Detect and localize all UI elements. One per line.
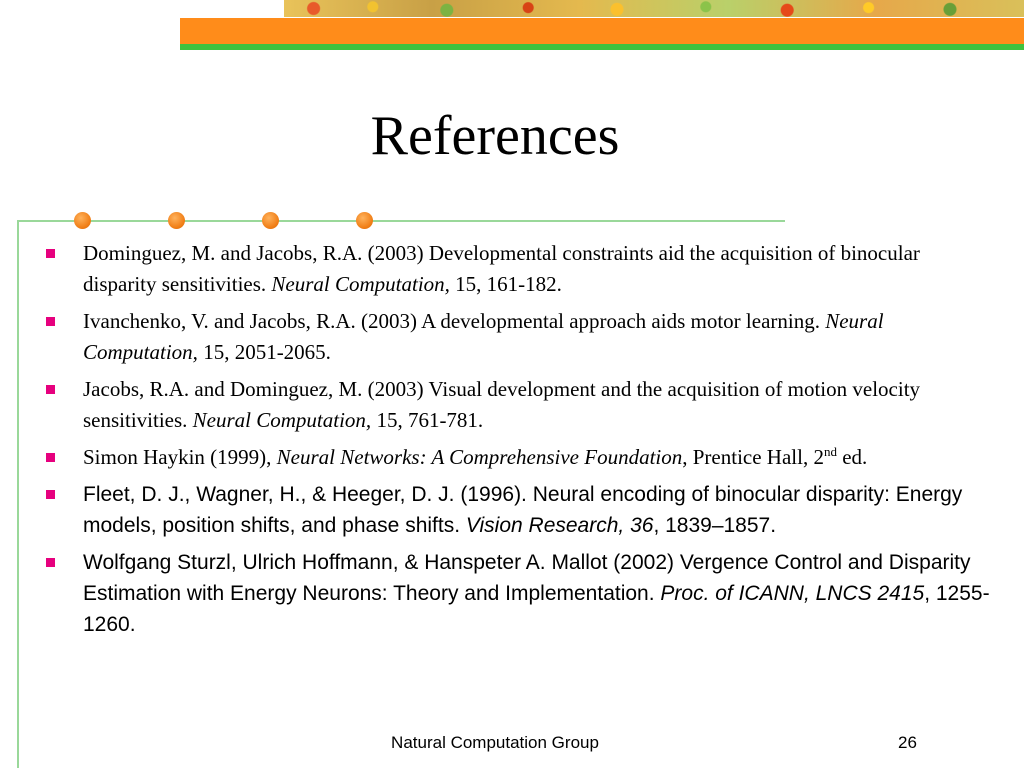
orange-dot-icon: [356, 212, 373, 229]
journal-name: Neural Computation,: [271, 272, 450, 296]
reference-item: [44, 374, 994, 436]
orange-banner-bar: [180, 18, 1024, 44]
reference-text: Simon Haykin (1999),: [83, 445, 277, 469]
floral-banner-image: [284, 0, 1024, 17]
square-bullet-icon: [46, 249, 55, 258]
square-bullet-icon: [46, 317, 55, 326]
reference-item: [44, 547, 994, 640]
reference-text: Fleet, D. J., Wagner, H., & Heeger, D. J. (1996). Neural encoding of binocular disparity: Energy models, position shifts, and phase shifts.: [83, 483, 963, 537]
reference-details: , Prentice Hall, 2: [682, 445, 824, 469]
square-bullet-icon: [46, 490, 55, 499]
reference-item: [44, 479, 994, 541]
reference-details: 15, 161-182.: [449, 272, 562, 296]
reference-text: Dominguez, M. and Jacobs, R.A. (2003) Developmental constraints aid the acquisition of binocular disparity sensitivities.: [83, 241, 920, 296]
footer-text: Natural Computation Group: [391, 733, 599, 752]
square-bullet-icon: [46, 385, 55, 394]
reference-item: [44, 238, 994, 300]
orange-dot-icon: [168, 212, 185, 229]
journal-name: Neural Computation,: [192, 408, 372, 432]
reference-details: , 1839–1857.: [653, 514, 777, 537]
reference-item: [44, 442, 994, 473]
left-green-rule: [17, 220, 19, 768]
journal-name: Neural Computation,: [83, 309, 884, 364]
green-banner-stripe: [180, 44, 1024, 50]
reference-edition: ed.: [836, 445, 868, 469]
orange-dot-icon: [74, 212, 91, 229]
journal-name: Vision Research, 36: [465, 514, 654, 537]
square-bullet-icon: [46, 558, 55, 567]
reference-details: 15, 761-781.: [371, 408, 484, 432]
reference-text: Jacobs, R.A. and Dominguez, M. (2003) Visual development and the acquisition of motion velocity sensitivities.: [83, 377, 921, 432]
title-underline-rule: [17, 220, 785, 222]
journal-name: Proc. of ICANN, LNCS 2415: [660, 582, 925, 605]
orange-dot-icon: [262, 212, 279, 229]
reference-item: [44, 306, 994, 368]
reference-details: 15, 2051-2065.: [197, 340, 331, 364]
reference-text: Wolfgang Sturzl, Ulrich Hoffmann, & Hanspeter A. Mallot (2002) Vergence Control and Disparity Estimation with Energy Neurons: Theory and Implementation.: [83, 551, 971, 605]
reference-list: [44, 238, 994, 646]
slide-title: References: [370, 105, 620, 167]
page-number: 26: [898, 733, 917, 752]
book-title: Neural Networks: A Comprehensive Foundation: [276, 445, 683, 469]
reference-details: , 1255-1260.: [83, 582, 990, 636]
reference-text: Ivanchenko, V. and Jacobs, R.A. (2003) A developmental approach aids motor learning.: [83, 309, 826, 333]
square-bullet-icon: [46, 453, 55, 462]
edition-superscript: nd: [823, 444, 837, 459]
